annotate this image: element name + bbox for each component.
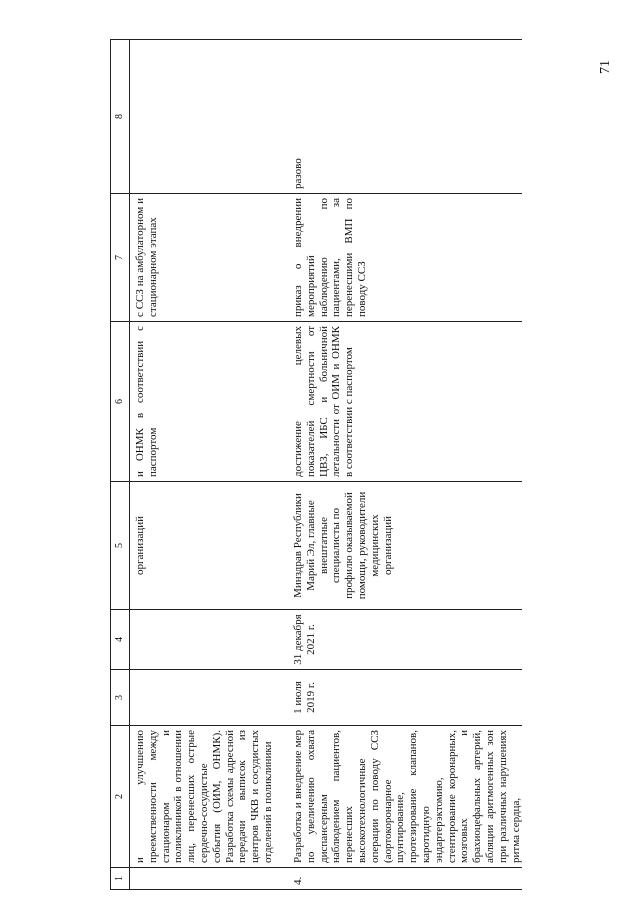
header-col-3: 3 [111,670,130,726]
cell-measure-text: и улучшению преемственности между стационаром и поликлиникой в отношении лиц, перенесших острые сердечно-сосудистые события (ОИМ, ОНМК). Разработка схемы адресной передачи выписок из центров ЧКВ и сосудистых отделений в поликлиники [130,726,285,868]
header-col-5: 5 [111,482,130,610]
rotated-table-container [110,40,530,890]
cell-indicator: приказ о внедрении мероприятий наблюдению по пациентами, за перенесшими ВМП по поводу ССЗ [284,194,522,322]
header-col-2: 2 [111,726,130,868]
cell-indicator: с ССЗ на амбулаторном и стационарном этапах [130,194,285,322]
cell-responsible: организаций [130,482,285,610]
table-row-continued [130,40,285,890]
cell-measure-text: Разработка и внедрение мер по увеличению охвата диспансерным наблюдением пациентов, перенесших высокотехнологичные операции по поводу ССЗ (аортокоронарное шунтирование, протезирование клапанов, каротидную эндартерэктомию, стентирование коронарных, мозговых и брахиоцефальных артерий, абляции аритмогенных зон при различных нарушениях ритма сердца, [284,726,522,868]
cell-number [130,868,285,890]
header-col-8: 8 [111,40,130,194]
cell-frequency: разово [284,40,522,194]
cell-number: 4. [284,868,522,890]
page-number: 71 [598,60,613,74]
cell-frequency [130,40,285,194]
header-col-4: 4 [111,610,130,670]
cell-start-date [130,670,285,726]
header-col-7: 7 [111,194,130,322]
cell-result: достижение целевых показателей смертности от ЦВЗ, ИБС и больничной летальности от ОИМ и ОНМК в соответствии с паспортом [284,322,522,482]
cell-end-date [130,610,285,670]
header-col-6: 6 [111,322,130,482]
table-row-4 [284,40,522,890]
cell-result: и ОНМК в соответствии с паспортом [130,322,285,482]
header-col-1: 1 [111,868,130,890]
column-number-header [111,40,130,890]
cell-start-date: 1 июля 2019 г. [284,670,522,726]
cell-end-date: 31 декабря 2021 г. [284,610,522,670]
cell-responsible: Минздрав Республики Марий Эл, главные внештатные специалисты по профилю оказываемой помощи, руководители медицинских организаций [284,482,522,610]
measures-table [110,39,522,890]
